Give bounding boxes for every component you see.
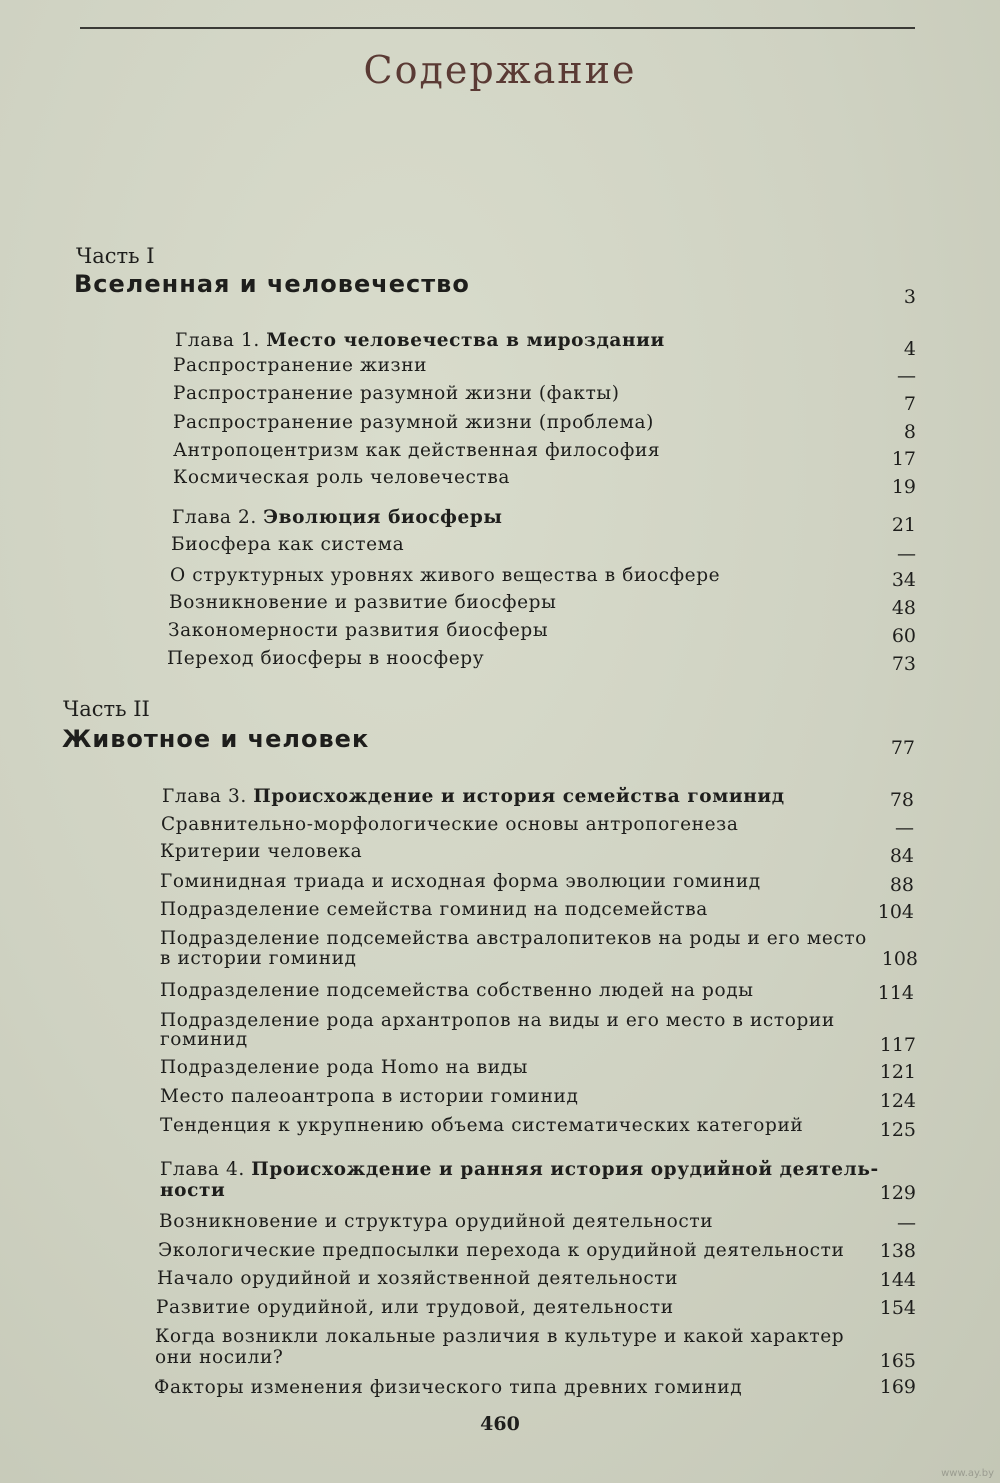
part-2-title: Животное и человек bbox=[62, 725, 370, 753]
chapter-4-heading bbox=[160, 1159, 879, 1180]
toc-entry-page: 165 bbox=[879, 1350, 916, 1372]
toc-entry: Распространение жизни bbox=[173, 355, 428, 376]
toc-entry: Критерии человека bbox=[160, 841, 363, 862]
toc-entry: Гоминидная триада и исходная форма эволюции гоминид bbox=[160, 871, 761, 892]
toc-entry-line1: Когда возникли локальные различия в культуре и какой характер bbox=[155, 1326, 845, 1347]
toc-entry-page: 108 bbox=[881, 948, 918, 970]
toc-entry-page: 124 bbox=[879, 1090, 916, 1112]
toc-entry: Космическая роль человечества bbox=[173, 467, 510, 488]
chapter-3-label: Глава 3. bbox=[162, 786, 247, 807]
toc-entry: Подразделение рода Homo на виды bbox=[160, 1057, 528, 1078]
part-1-label: Часть I bbox=[76, 244, 155, 268]
toc-entry-page: 84 bbox=[889, 845, 914, 867]
toc-entry-page: 104 bbox=[877, 901, 914, 923]
part-2-page: 77 bbox=[890, 737, 915, 759]
toc-entry-page: 48 bbox=[891, 597, 916, 619]
toc-entry-line2: в истории гоминид bbox=[160, 948, 357, 969]
toc-entry: Факторы изменения физического типа древних гоминид bbox=[154, 1377, 743, 1398]
toc-entry-page: 7 bbox=[903, 393, 916, 415]
toc-entry: Сравнительно-морфологические основы антропогенеза bbox=[161, 814, 739, 835]
page-title: Содержание bbox=[363, 48, 637, 92]
toc-entry-page: — bbox=[897, 365, 916, 387]
toc-entry: Возникновение и структура орудийной деятельности bbox=[159, 1211, 714, 1232]
toc-entry-page: 169 bbox=[879, 1376, 916, 1398]
toc-entry-page: 34 bbox=[891, 569, 916, 591]
toc-entry-page: 88 bbox=[889, 874, 914, 896]
toc-entry-page: 154 bbox=[879, 1297, 916, 1319]
top-rule bbox=[80, 27, 915, 29]
toc-entry-page: 121 bbox=[879, 1061, 916, 1083]
page-number: 460 bbox=[480, 1413, 520, 1435]
chapter-3-page: 78 bbox=[889, 789, 914, 811]
toc-entry: Подразделение подсемейства собственно людей на роды bbox=[160, 980, 754, 1001]
toc-entry-line1: Подразделение рода архантропов на виды и его место в истории bbox=[160, 1010, 835, 1031]
toc-entry: Антропоцентризм как действенная философия bbox=[173, 440, 661, 461]
toc-entry: Начало орудийной и хозяйственной деятельности bbox=[157, 1268, 679, 1289]
watermark: www.ay.by bbox=[941, 1468, 994, 1479]
toc-entry-page: — bbox=[895, 817, 914, 839]
toc-entry-page: — bbox=[897, 543, 916, 565]
chapter-3-title: Происхождение и история семейства гоминид bbox=[253, 786, 785, 807]
chapter-4-title-line2: ности bbox=[160, 1180, 226, 1201]
chapter-3-heading bbox=[162, 786, 785, 807]
toc-entry-page: 125 bbox=[879, 1119, 916, 1141]
toc-entry-page: 19 bbox=[891, 476, 916, 498]
chapter-2-label: Глава 2. bbox=[172, 507, 257, 528]
toc-entry: Распространение разумной жизни (проблема) bbox=[173, 412, 654, 433]
toc-entry: Подразделение семейства гоминид на подсемейства bbox=[160, 899, 708, 920]
chapter-2-heading bbox=[172, 507, 503, 528]
toc-entry-line2: гоминид bbox=[160, 1029, 248, 1050]
toc-entry: Место палеоантропа в истории гоминид bbox=[160, 1086, 579, 1107]
chapter-4-title-line2-wrap bbox=[160, 1180, 225, 1201]
chapter-1-heading bbox=[175, 330, 665, 351]
chapter-4-title-line1: Происхождение и ранняя история орудийной деятель- bbox=[251, 1159, 879, 1180]
toc-entry: Переход биосферы в ноосферу bbox=[167, 648, 485, 669]
toc-entry-page: 73 bbox=[891, 653, 916, 675]
toc-entry: Возникновение и развитие биосферы bbox=[169, 592, 557, 613]
toc-entry-page: 138 bbox=[879, 1240, 916, 1262]
toc-entry-page: 144 bbox=[879, 1269, 916, 1291]
chapter-2-title: Эволюция биосферы bbox=[263, 507, 503, 528]
toc-entry: Биосфера как система bbox=[171, 534, 405, 555]
chapter-2-page: 21 bbox=[891, 514, 916, 536]
chapter-4-page: 129 bbox=[879, 1182, 916, 1204]
toc-entry: Экологические предпосылки перехода к орудийной деятельности bbox=[158, 1240, 845, 1261]
toc-entry-page: 114 bbox=[877, 982, 914, 1004]
toc-entry-line2: они носили? bbox=[155, 1347, 284, 1368]
toc-entry-line1: Подразделение подсемейства австралопитеков на роды и его место bbox=[160, 928, 867, 949]
toc-entry: Распространение разумной жизни (факты) bbox=[173, 383, 620, 404]
toc-entry: Закономерности развития биосферы bbox=[168, 620, 549, 641]
toc-entry-page: 117 bbox=[879, 1034, 916, 1056]
toc-entry: Развитие орудийной, или трудовой, деятельности bbox=[156, 1297, 674, 1318]
chapter-1-page: 4 bbox=[903, 338, 916, 360]
toc-entry-page: — bbox=[897, 1212, 916, 1234]
toc-entry: Тенденция к укрупнению объема систематических категорий bbox=[160, 1115, 804, 1136]
part-1-title: Вселенная и человечество bbox=[74, 270, 470, 298]
chapter-4-label: Глава 4. bbox=[160, 1159, 245, 1180]
toc-entry: О структурных уровнях живого вещества в биосфере bbox=[170, 565, 721, 586]
chapter-1-title: Место человечества в мироздании bbox=[266, 330, 665, 351]
toc-entry-page: 8 bbox=[903, 421, 916, 443]
part-2-label: Часть II bbox=[63, 697, 150, 721]
chapter-1-label: Глава 1. bbox=[175, 330, 260, 351]
toc-entry-page: 60 bbox=[891, 625, 916, 647]
toc-entry-page: 17 bbox=[891, 448, 916, 470]
part-1-page: 3 bbox=[903, 286, 916, 308]
